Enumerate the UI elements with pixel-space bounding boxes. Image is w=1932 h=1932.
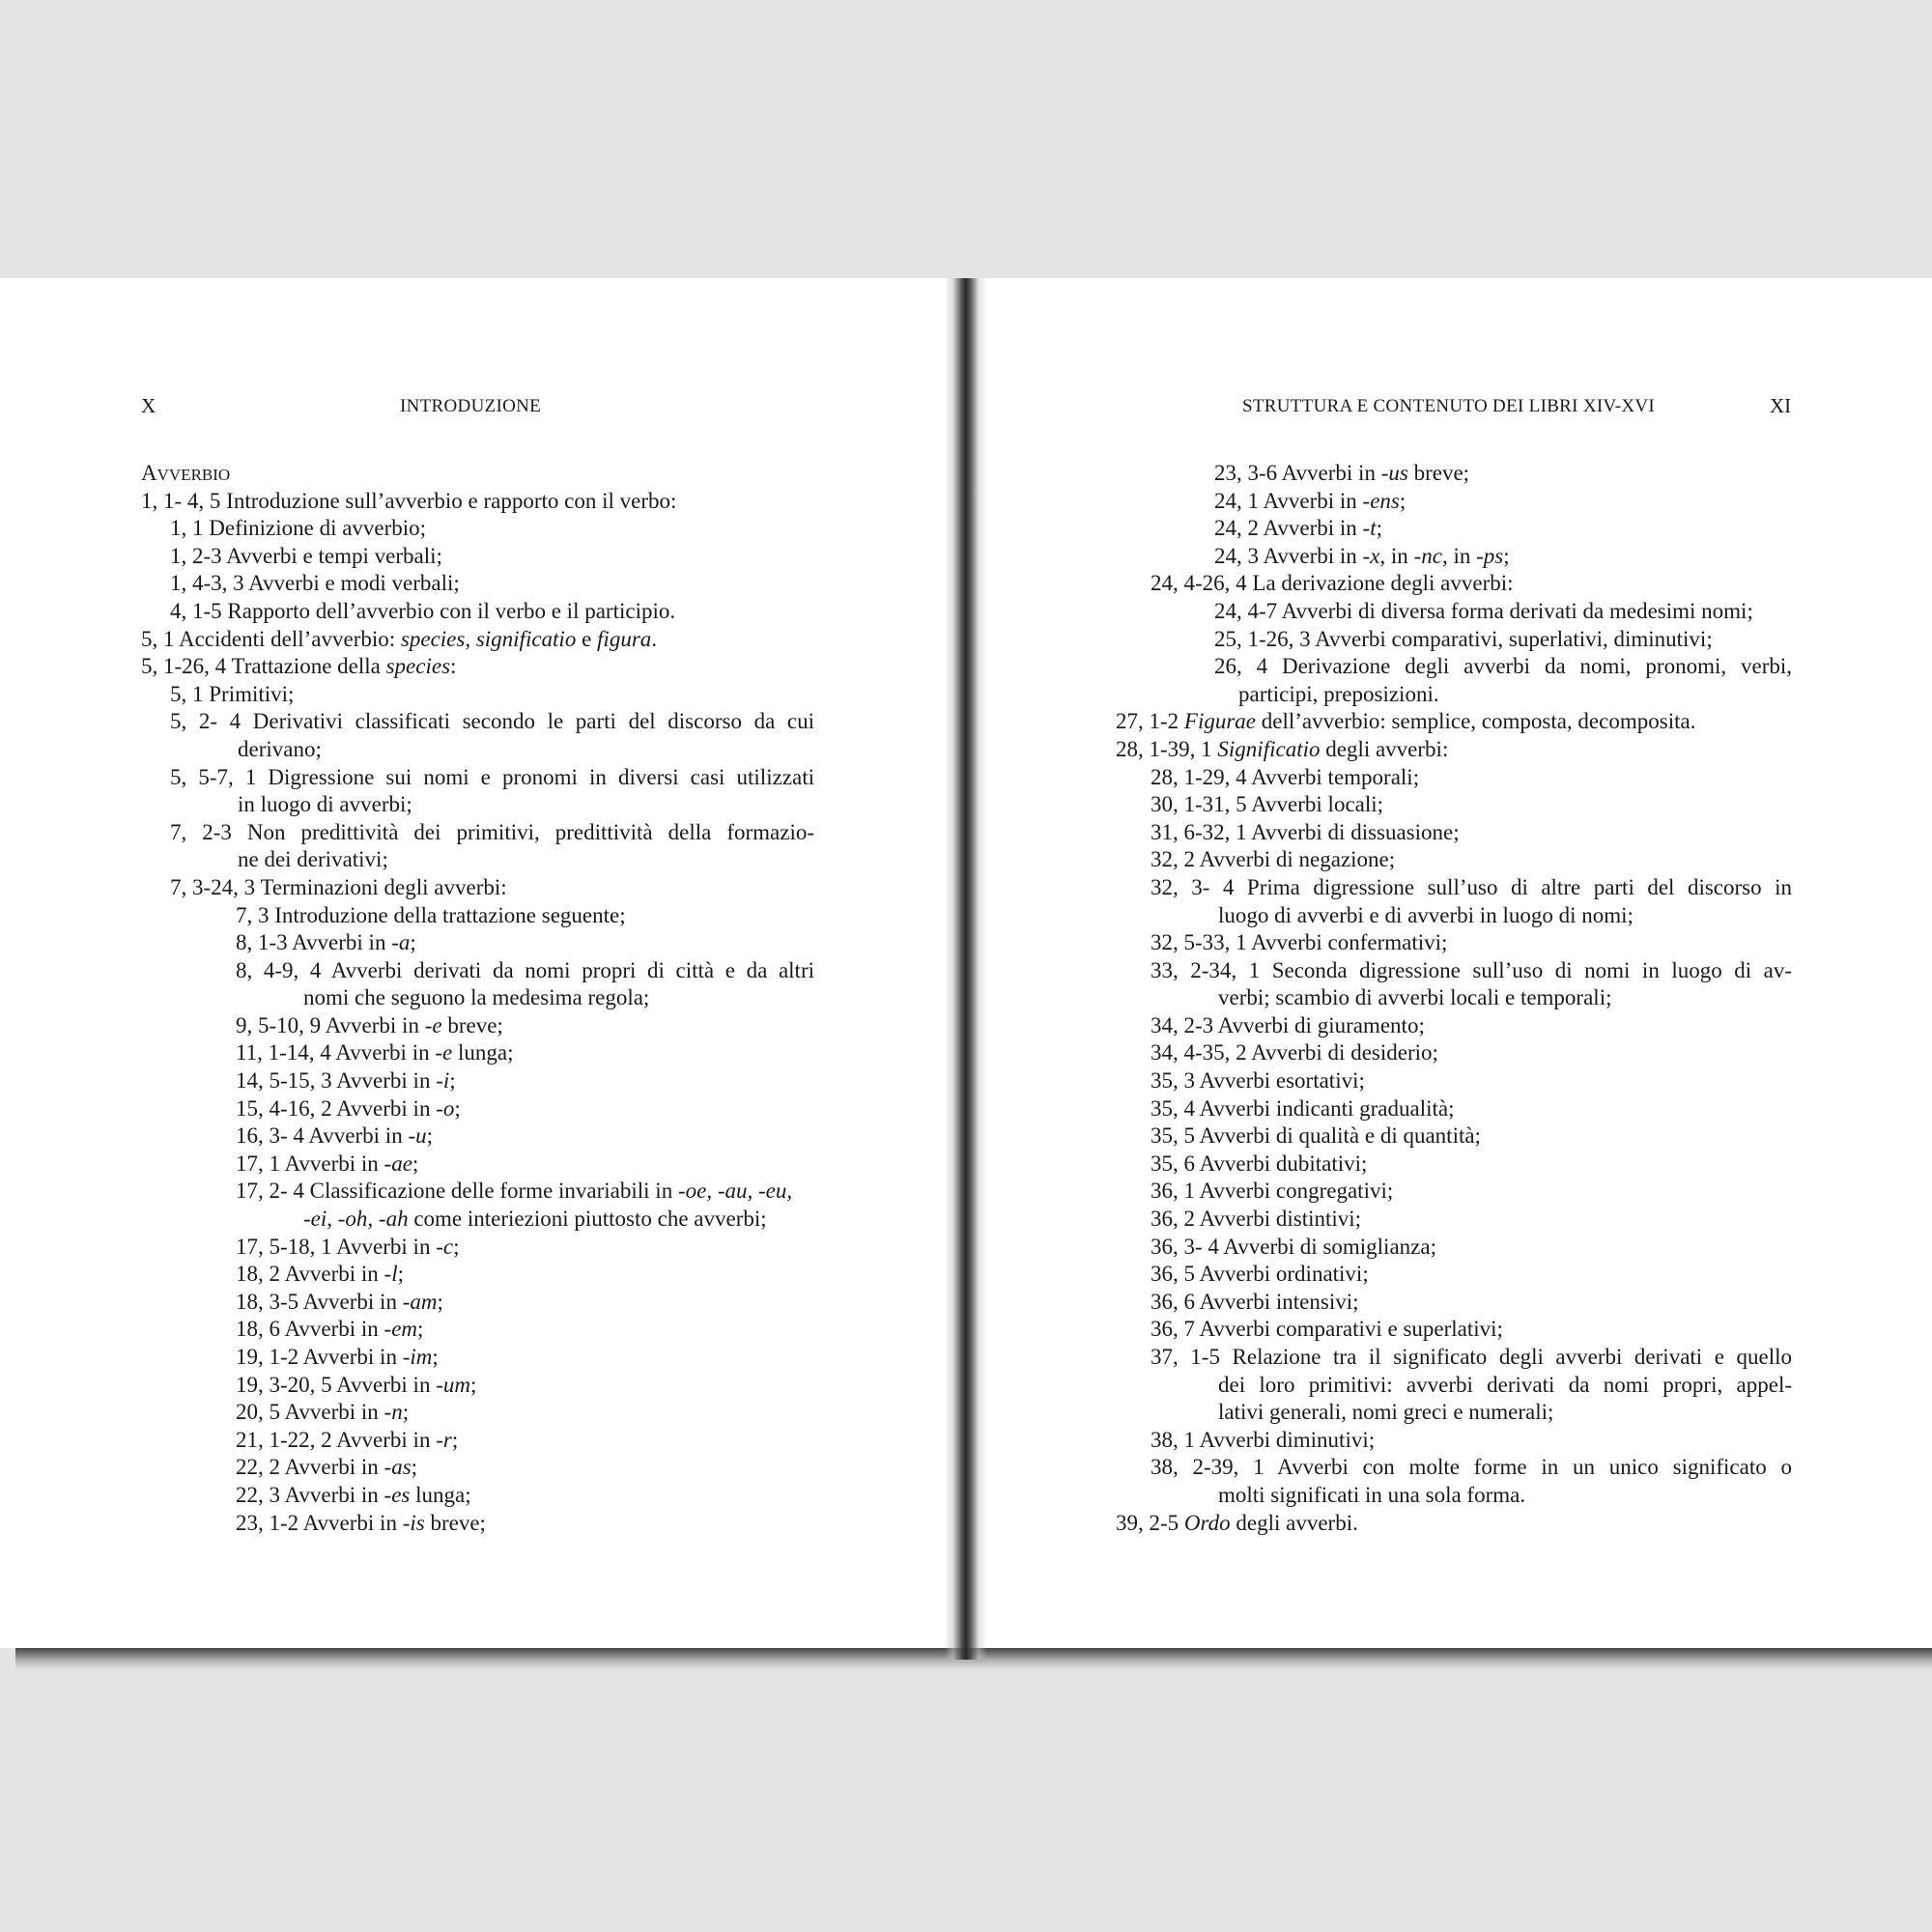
toc-entry-continuation: -ei, -oh, -ah come interiezioni piuttosto che avverbi; — [303, 1207, 767, 1232]
toc-entry: 17, 2- 4 Classificazione delle forme invariabili in -oe, -au, -eu, — [236, 1179, 793, 1204]
toc-entry: 1, 2-3 Avverbi e tempi verbali; — [170, 543, 442, 568]
toc-entry: 17, 5-18, 1 Avverbi in -c; — [236, 1234, 460, 1259]
left-page — [0, 278, 945, 1648]
toc-entry: 1, 1- 4, 5 Introduzione sull’avverbio e rapporto con il verbo: — [141, 488, 677, 513]
toc-entry: 14, 5-15, 3 Avverbi in -i; — [236, 1068, 456, 1094]
toc-entry: 5, 1 Primitivi; — [170, 681, 295, 706]
toc-entry-continuation: luogo di avverbi e di avverbi in luogo di nomi; — [1218, 902, 1634, 927]
toc-entry: 36, 2 Avverbi distintivi; — [1151, 1207, 1362, 1232]
toc-entry-continuation: participi, preposizioni. — [1238, 681, 1439, 706]
toc-entry: 16, 3- 4 Avverbi in -u; — [236, 1123, 434, 1149]
toc-entry: 1, 1 Definizione di avverbio; — [170, 516, 427, 541]
toc-entry: 35, 4 Avverbi indicanti gradualità; — [1151, 1095, 1455, 1121]
toc-entry: 5, 1-26, 4 Trattazione della species: — [141, 654, 457, 679]
toc-entry: 36, 3- 4 Avverbi di somiglianza; — [1151, 1234, 1436, 1259]
page-number-left: X — [141, 394, 156, 417]
toc-entry: 24, 4-26, 4 La derivazione degli avverbi: — [1151, 571, 1514, 596]
toc-entry: 31, 6-32, 1 Avverbi di dissuasione; — [1151, 819, 1460, 844]
toc-entry: 35, 3 Avverbi esortativi; — [1151, 1068, 1365, 1094]
toc-entry-continuation: in luogo di avverbi; — [238, 792, 412, 817]
toc-entry: 19, 3-20, 5 Avverbi in -um; — [236, 1372, 477, 1397]
toc-entry: 36, 5 Avverbi ordinativi; — [1151, 1262, 1369, 1287]
toc-entry-continuation: ne dei derivativi; — [238, 847, 388, 872]
toc-entry: 7, 3-24, 3 Terminazioni degli avverbi: — [170, 874, 507, 899]
toc-entry: 5, 2- 4 Derivativi classificati secondo le parti del discorso da cui — [170, 709, 814, 734]
toc-entry: 23, 3-6 Avverbi in -us breve; — [1214, 461, 1470, 485]
toc-entry: 7, 3 Introduzione della trattazione seguente; — [236, 902, 626, 927]
toc-entry: 33, 2-34, 1 Seconda digressione sull’uso di nomi in luogo di av- — [1151, 957, 1792, 982]
toc-entry-continuation: nomi che seguono la medesima regola; — [303, 985, 650, 1010]
toc-entry: 24, 1 Avverbi in -ens; — [1214, 488, 1406, 513]
toc-entry: 18, 2 Avverbi in -l; — [236, 1262, 404, 1287]
toc-entry: 34, 2-3 Avverbi di giuramento; — [1151, 1012, 1425, 1037]
toc-entry: 35, 5 Avverbi di qualità e di quantità; — [1151, 1123, 1481, 1149]
toc-entry: 24, 3 Avverbi in -x, in -nc, in -ps; — [1214, 543, 1510, 568]
left-page-content — [141, 460, 814, 1537]
right-page — [987, 278, 1932, 1648]
section-heading: AVVERBIO — [141, 461, 231, 485]
toc-entry: 9, 5-10, 9 Avverbi in -e breve; — [236, 1012, 503, 1037]
toc-entry: 19, 1-2 Avverbi in -im; — [236, 1345, 439, 1369]
right-page-content — [1116, 460, 1792, 1537]
toc-entry: 11, 1-14, 4 Avverbi in -e lunga; — [236, 1040, 514, 1065]
toc-entry: 27, 1-2 Figurae dell’avverbio: semplice, composta, decomposita. — [1116, 709, 1696, 734]
book-gutter — [945, 278, 987, 1660]
toc-entry: 32, 3- 4 Prima digressione sull’uso di altre parti del discorso in — [1151, 874, 1792, 899]
toc-entry: 18, 6 Avverbi in -em; — [236, 1317, 424, 1342]
toc-entry: 25, 1-26, 3 Avverbi comparativi, superlativi, diminutivi; — [1214, 626, 1713, 651]
toc-entry: 23, 1-2 Avverbi in -is breve; — [236, 1510, 486, 1535]
toc-entry: 20, 5 Avverbi in -n; — [236, 1400, 410, 1425]
toc-entry: 36, 7 Avverbi comparativi e superlativi; — [1151, 1317, 1503, 1342]
toc-entry: 5, 1 Accidenti dell’avverbio: species, significatio e figura. — [141, 626, 658, 651]
toc-entry: 36, 1 Avverbi congregativi; — [1151, 1179, 1394, 1204]
toc-entry: 36, 6 Avverbi intensivi; — [1151, 1289, 1359, 1314]
toc-entry: 5, 5-7, 1 Digressione sui nomi e pronomi in diversi casi utilizzati — [170, 764, 814, 789]
toc-entry: 35, 6 Avverbi dubitativi; — [1151, 1151, 1368, 1176]
toc-entry: 15, 4-16, 2 Avverbi in -o; — [236, 1095, 461, 1121]
toc-entry: 28, 1-39, 1 Significatio degli avverbi: — [1116, 736, 1449, 761]
toc-entry: 32, 2 Avverbi di negazione; — [1151, 847, 1396, 872]
toc-entry: 8, 1-3 Avverbi in -a; — [236, 930, 416, 955]
toc-entry: 28, 1-29, 4 Avverbi temporali; — [1151, 764, 1420, 789]
toc-entry-continuation: derivano; — [238, 736, 322, 761]
toc-entry: 32, 5-33, 1 Avverbi confermativi; — [1151, 930, 1448, 955]
toc-entry: 18, 3-5 Avverbi in -am; — [236, 1289, 443, 1314]
toc-entry: 38, 1 Avverbi diminutivi; — [1151, 1427, 1376, 1452]
toc-entry: 24, 4-7 Avverbi di diversa forma derivati da medesimi nomi; — [1214, 598, 1753, 623]
toc-entry: 8, 4-9, 4 Avverbi derivati da nomi propri di città e da altri — [236, 957, 814, 982]
toc-entry-continuation: dei loro primitivi: avverbi derivati da nomi propri, appel- — [1218, 1372, 1792, 1397]
toc-entry: 7, 2-3 Non predittività dei primitivi, predittività della formazio- — [170, 819, 814, 844]
toc-entry-continuation: verbi; scambio di avverbi locali e temporali; — [1218, 985, 1612, 1010]
toc-entry: 17, 1 Avverbi in -ae; — [236, 1151, 419, 1176]
toc-entry: 39, 2-5 Ordo degli avverbi. — [1116, 1510, 1358, 1535]
toc-entry: 26, 4 Derivazione degli avverbi da nomi, pronomi, verbi, — [1214, 654, 1792, 679]
toc-entry: 37, 1-5 Relazione tra il significato degli avverbi derivati e quello — [1151, 1345, 1792, 1369]
page-number-right: XI — [1770, 394, 1792, 417]
toc-entry: 30, 1-31, 5 Avverbi locali; — [1151, 792, 1384, 817]
running-head-left: INTRODUZIONE — [400, 396, 542, 416]
toc-entry: 22, 2 Avverbi in -as; — [236, 1455, 418, 1480]
toc-entry: 34, 4-35, 2 Avverbi di desiderio; — [1151, 1040, 1438, 1065]
toc-entry: 24, 2 Avverbi in -t; — [1214, 516, 1382, 541]
toc-entry: 1, 4-3, 3 Avverbi e modi verbali; — [170, 571, 460, 596]
running-head-right: STRUTTURA E CONTENUTO DEI LIBRI XIV-XVI — [1242, 396, 1656, 416]
toc-entry: 22, 3 Avverbi in -es lunga; — [236, 1482, 471, 1507]
toc-entry: 4, 1-5 Rapporto dell’avverbio con il verbo e il participio. — [170, 598, 676, 623]
toc-entry: 21, 1-22, 2 Avverbi in -r; — [236, 1427, 459, 1452]
toc-entry-continuation: molti significati in una sola forma. — [1218, 1482, 1526, 1507]
toc-entry: 38, 2-39, 1 Avverbi con molte forme in un unico significato o — [1151, 1455, 1792, 1480]
toc-entry-continuation: lativi generali, nomi greci e numerali; — [1218, 1400, 1554, 1425]
